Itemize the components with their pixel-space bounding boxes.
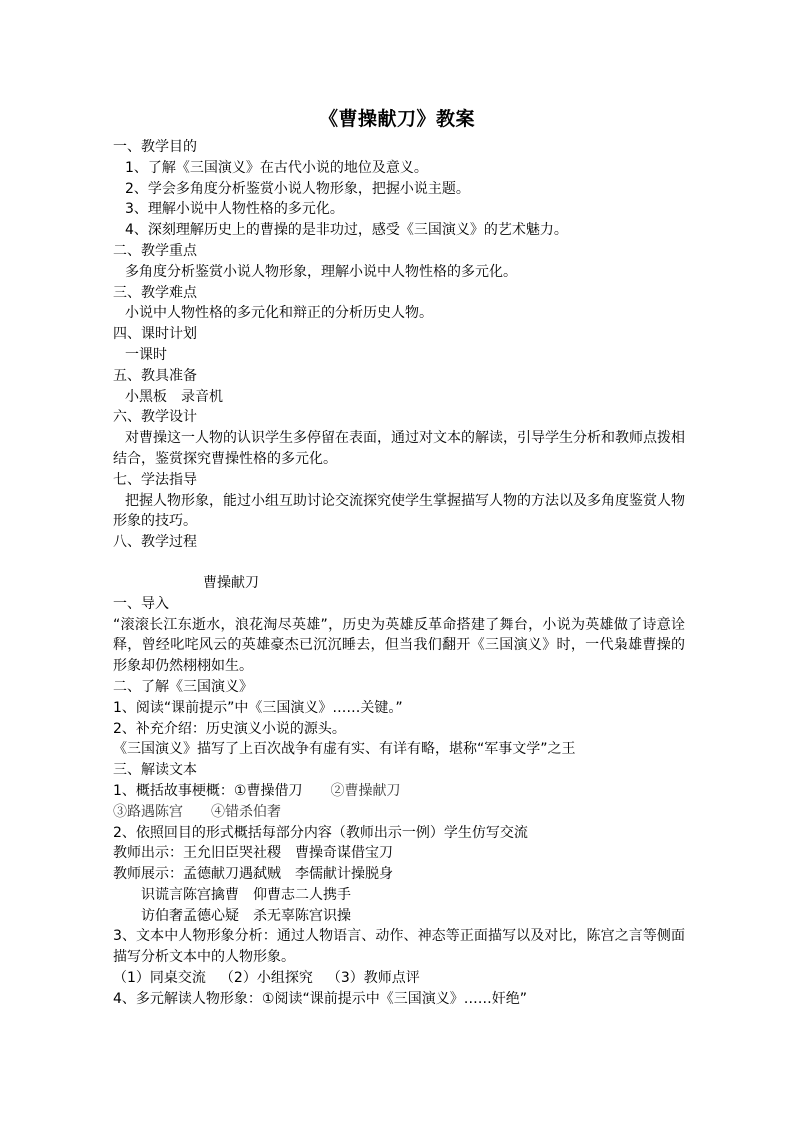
understand-line-3: 《三国演义》描写了上百次战争有虚有实、有详有略，堪称“军事文学”之王 <box>113 741 576 758</box>
teacher-display-line <box>113 864 685 885</box>
intro-text: “滚滚长江东逝水，浪花淘尽英雄”，历史为英雄反革命搭建了舞台，小说为英雄做了诗意诠释，曾经叱咤风云的英雄豪杰已沉沉睡去，但当我们翻开《三国演义》时，一代枭雄曹操的形象却仍然栩栩如生。 <box>113 616 685 675</box>
materials-line <box>113 387 685 408</box>
schedule-text: 一课时 <box>125 346 167 363</box>
plot-item: 1、概括故事梗概：①曹操借刀 <box>113 782 303 799</box>
activity-step: （1）同桌交流 <box>113 970 206 987</box>
couplet-part: 杀无辜陈宫识操 <box>253 907 351 924</box>
plot-item: ④错杀伯奢 <box>211 803 281 820</box>
plot-item: ②曹操献刀 <box>330 782 401 799</box>
section-heading-design: 六、教学设计 <box>113 409 197 426</box>
interpret-line-2: 2、依照回目的形式概括每部分内容（教师出示一例）学生仿写交流 <box>113 824 528 841</box>
section-heading-difficulties: 三、教学难点 <box>113 284 197 301</box>
process-heading-intro: 一、导入 <box>113 595 169 612</box>
design-text: 对曹操这一人物的认识学生多停留在表面，通过对文本的解读，引导学生分析和教师点拨相结合，鉴赏探究曹操性格的多元化。 <box>113 430 685 467</box>
document-title: 《曹操献刀》教案 <box>318 108 475 130</box>
material-blackboard: 小黑板 <box>125 388 167 405</box>
couplet-part: 教师出示：王允旧臣哭社稷 <box>113 845 281 862</box>
couplet-part: 仰曹志二人携手 <box>253 886 351 903</box>
objective-item: 4、深刻理解历史上的曹操的是非功过，感受《三国演义》的艺术魅力。 <box>125 222 568 239</box>
plot-item: ③路遇陈宫 <box>113 803 183 820</box>
document-body <box>113 137 685 1010</box>
couplet-part: 识谎言陈宫擒曹 <box>141 886 239 903</box>
plot-summary-line-2 <box>113 802 685 823</box>
key-points-text: 多角度分析鉴赏小说人物形象，理解小说中人物性格的多元化。 <box>125 263 517 280</box>
couplet-line <box>113 906 685 927</box>
process-heading-understand: 二、了解《三国演义》 <box>113 678 253 695</box>
couplet-part: 曹操奇谋借宝刀 <box>295 845 393 862</box>
activity-step: （2）小组探究 <box>219 970 313 987</box>
understand-line-2: 2、补充介绍：历史演义小说的源头。 <box>113 720 346 737</box>
understand-line-1: 1、阅读“课前提示”中《三国演义》……关键。” <box>113 699 403 716</box>
section-heading-materials: 五、教具准备 <box>113 367 197 384</box>
couplet-part: 教师展示：孟德献刀遇弑贼 <box>113 866 281 883</box>
activity-steps-line <box>113 968 685 989</box>
couplet-part: 访伯奢孟德心疑 <box>141 907 239 924</box>
difficulties-text: 小说中人物性格的多元化和辩正的分析历史人物。 <box>125 305 433 322</box>
couplet-part: 李儒献计操脱身 <box>295 866 393 883</box>
plot-summary-line-1 <box>113 781 685 802</box>
section-heading-method: 七、学法指导 <box>113 471 197 488</box>
activity-step: （3）教师点评 <box>326 970 420 987</box>
teacher-show-line <box>113 843 685 864</box>
objective-item: 3、理解小说中人物性格的多元化。 <box>125 201 344 218</box>
section-heading-schedule: 四、课时计划 <box>113 326 197 343</box>
material-recorder: 录音机 <box>181 388 223 405</box>
couplet-line <box>113 885 685 906</box>
process-heading-interpret: 三、解读文本 <box>113 762 197 779</box>
character-analysis-text: 3、文本中人物形象分析：通过人物语言、动作、神态等正面描写以及对比，陈宫之言等侧面描写分析文本中的人物形象。 <box>113 928 685 966</box>
method-text: 把握人物形象，能过小组互助讨论交流探究使学生掌握描写人物的方法以及多角度鉴赏人物形象的技巧。 <box>113 492 685 530</box>
objective-item: 1、了解《三国演义》在古代小说的地位及意义。 <box>125 159 428 176</box>
multi-interpretation-line: 4、多元解读人物形象：①阅读“课前提示中《三国演义》……奸绝” <box>113 990 527 1007</box>
objective-item: 2、学会多角度分析鉴赏小说人物形象，把握小说主题。 <box>125 180 470 197</box>
section-heading-process: 八、教学过程 <box>113 534 197 551</box>
section-heading-key-points: 二、教学重点 <box>113 242 197 259</box>
section-heading-objectives: 一、教学目的 <box>113 139 197 155</box>
process-subtitle: 曹操献刀 <box>203 574 259 591</box>
